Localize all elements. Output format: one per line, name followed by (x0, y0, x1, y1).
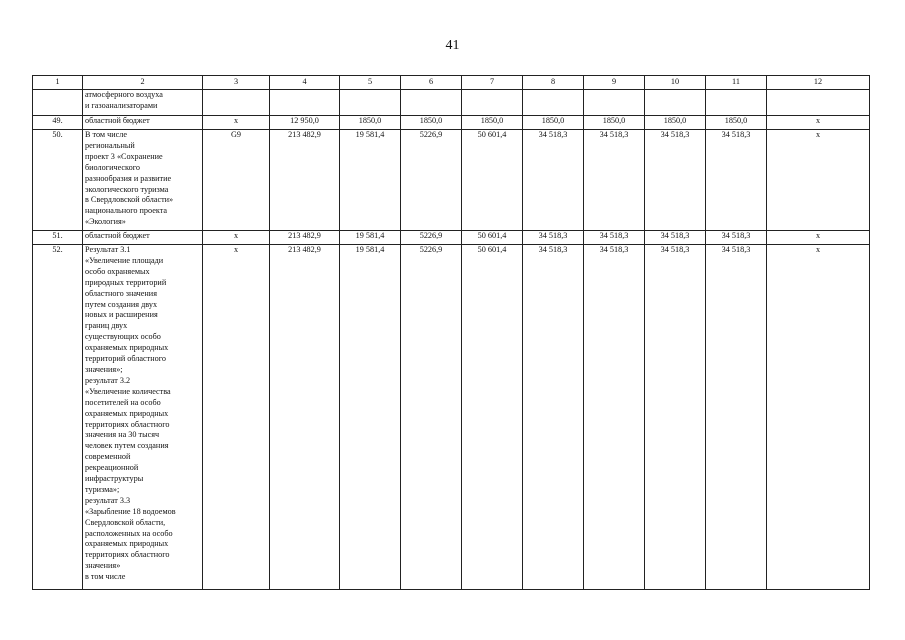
row-number: 52. (33, 245, 83, 590)
column-header: 4 (270, 76, 340, 90)
row-value: 213 482,9 (270, 130, 340, 231)
column-header: 2 (83, 76, 203, 90)
column-header: 9 (584, 76, 645, 90)
row-value (523, 90, 584, 116)
column-header: 3 (203, 76, 270, 90)
row-value: 5226,9 (401, 130, 462, 231)
row-description: Результат 3.1 «Увеличение площади особо охраняемых природных территорий областного значения путем создания двух новых и расширения границ двух существующих особо охраняемых природных территорий областного значения»; результат 3.2 «Увеличение количества посетителей на особо охраняемых природных территориях областного значения на 30 тысяч человек путем создания современной рекреационной инфраструктуры туризма»; результат 3.3 «Зарыбление 18 водоемов Свердловской области, расположенных на особо охраняемых природных территориях областного значения» в том числе (83, 245, 203, 590)
column-header: 6 (401, 76, 462, 90)
row-value: 19 581,4 (340, 130, 401, 231)
row-value: 1850,0 (523, 116, 584, 130)
page-number: 41 (445, 38, 460, 53)
row-value (401, 90, 462, 116)
row-value: 34 518,3 (706, 130, 767, 231)
row-value: 1850,0 (584, 116, 645, 130)
table-row (33, 116, 870, 130)
table-row (33, 245, 870, 590)
row-value: 34 518,3 (523, 231, 584, 245)
budget-table (32, 75, 870, 590)
column-header: 7 (462, 76, 523, 90)
row-value (340, 90, 401, 116)
row-value (645, 90, 706, 116)
row-value (462, 90, 523, 116)
row-value (270, 90, 340, 116)
row-code: х (203, 245, 270, 590)
row-value: 19 581,4 (340, 231, 401, 245)
row-value: 34 518,3 (645, 130, 706, 231)
row-value: 34 518,3 (523, 245, 584, 590)
row-value: 34 518,3 (584, 231, 645, 245)
column-number-row (33, 76, 870, 90)
row-value: 34 518,3 (523, 130, 584, 231)
column-header: 8 (523, 76, 584, 90)
row-value: 1850,0 (462, 116, 523, 130)
row-code: G9 (203, 130, 270, 231)
row-code: х (203, 231, 270, 245)
row-value: 34 518,3 (584, 245, 645, 590)
row-value: 1850,0 (340, 116, 401, 130)
row-value: 34 518,3 (584, 130, 645, 231)
row-value: 50 601,4 (462, 231, 523, 245)
row-note (767, 90, 870, 116)
row-number (33, 90, 83, 116)
row-value: 12 950,0 (270, 116, 340, 130)
row-note: х (767, 116, 870, 130)
column-header: 10 (645, 76, 706, 90)
row-value (706, 90, 767, 116)
row-number: 49. (33, 116, 83, 130)
row-description: областной бюджет (83, 116, 203, 130)
row-description: областной бюджет (83, 231, 203, 245)
row-value: 1850,0 (645, 116, 706, 130)
row-note: х (767, 245, 870, 590)
column-header: 12 (767, 76, 870, 90)
column-header: 11 (706, 76, 767, 90)
row-value: 5226,9 (401, 245, 462, 590)
row-value: 34 518,3 (706, 245, 767, 590)
row-value: 19 581,4 (340, 245, 401, 590)
row-value: 1850,0 (706, 116, 767, 130)
row-value: 1850,0 (401, 116, 462, 130)
column-header: 1 (33, 76, 83, 90)
row-value: 34 518,3 (645, 245, 706, 590)
row-note: х (767, 231, 870, 245)
table-row (33, 231, 870, 245)
column-header: 5 (340, 76, 401, 90)
row-value (584, 90, 645, 116)
row-value: 50 601,4 (462, 245, 523, 590)
row-value: 5226,9 (401, 231, 462, 245)
row-description: В том числе региональный проект 3 «Сохранение биологического разнообразия и развитие экологического туризма в Свердловской области» национального проекта «Экология» (83, 130, 203, 231)
table-row (33, 130, 870, 231)
row-value: 34 518,3 (706, 231, 767, 245)
row-description: атмосферного воздуха и газоанализаторами (83, 90, 203, 116)
row-note: х (767, 130, 870, 231)
row-value: 50 601,4 (462, 130, 523, 231)
row-value: 34 518,3 (645, 231, 706, 245)
row-number: 50. (33, 130, 83, 231)
row-code (203, 90, 270, 116)
row-code: х (203, 116, 270, 130)
row-value: 213 482,9 (270, 231, 340, 245)
row-value: 213 482,9 (270, 245, 340, 590)
row-number: 51. (33, 231, 83, 245)
table-row (33, 90, 870, 116)
